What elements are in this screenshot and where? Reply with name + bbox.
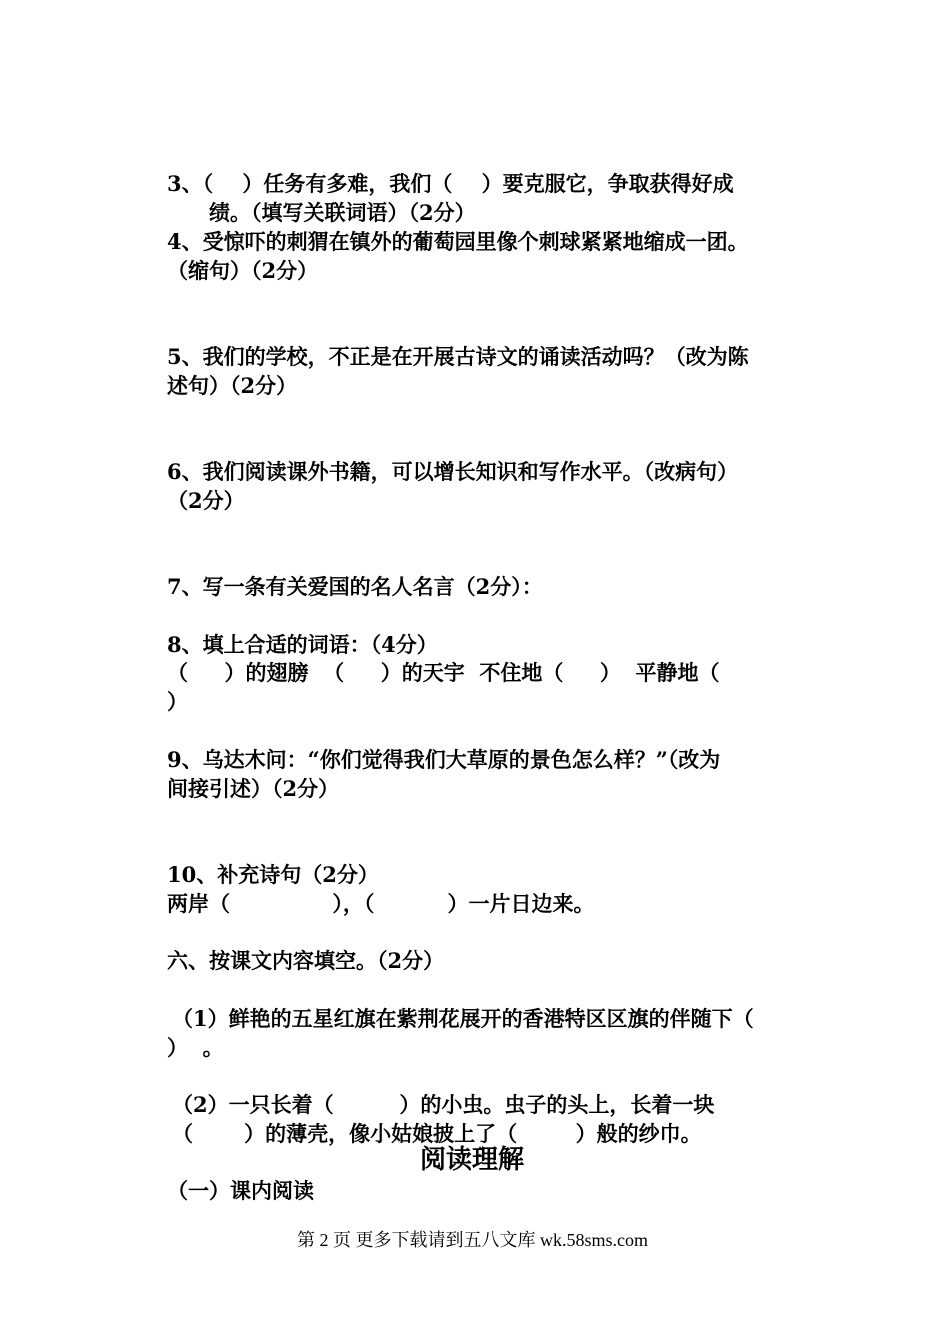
q5-line2: 述句）（2分）	[167, 373, 298, 398]
q9-line1: 9、乌达木问：“你们觉得我们大草原的景色怎么样？”（改为	[167, 747, 721, 772]
q10-line2: 两岸（ ），（ ）一片日边来。	[167, 891, 595, 916]
q8-line3: ）	[167, 689, 188, 714]
section6-item2-line1: （2）一只长着（ ）的小虫。虫子的头上，长着一块	[172, 1092, 715, 1117]
q7-line1: 7、写一条有关爱国的名人名言（2分）：	[167, 574, 543, 599]
section6-item2-line2: （ ）的薄壳，像小姑娘披上了（ ）般的纱巾。	[172, 1121, 702, 1146]
q6-line2: （2分）	[167, 488, 245, 513]
q6-line1: 6、我们阅读课外书籍，可以增长知识和写作水平。（改病句）	[167, 459, 739, 484]
reading-subheading: （一）课内阅读	[167, 1178, 314, 1203]
section6-item1-line2: ） 。	[167, 1035, 224, 1060]
q4-line2: （缩句）（2分）	[167, 258, 319, 283]
q4-line1: 4、受惊吓的刺猬在镇外的葡萄园里像个刺球紧紧地缩成一团。	[167, 229, 749, 254]
reading-heading: 阅读理解	[420, 1145, 525, 1175]
section6-item1-line1: （1）鲜艳的五星红旗在紫荆花展开的香港特区区旗的伴随下（	[172, 1006, 754, 1031]
section6-title: 六、按课文内容填空。（2分）	[167, 948, 445, 973]
q3-line1: 3、（ ）任务有多难，我们（ ）要克服它，争取获得好成	[167, 171, 734, 196]
q10-line1: 10、补充诗句（2分）	[167, 862, 379, 887]
q8-line2: （ ）的翅膀 （ ）的天宇 不住地（ ） 平静地（	[167, 660, 720, 685]
q9-line2: 间接引述）（2分）	[167, 776, 340, 801]
q5-line1: 5、我们的学校，不正是在开展古诗文的诵读活动吗？（改为陈	[167, 344, 749, 369]
page-footer: 第 2 页 更多下载请到五八文库 wk.58sms.com	[297, 1230, 648, 1250]
q8-line1: 8、填上合适的词语：（4分）	[167, 632, 438, 657]
q3-line2: 绩。（填写关联词语）（2分）	[209, 200, 476, 225]
